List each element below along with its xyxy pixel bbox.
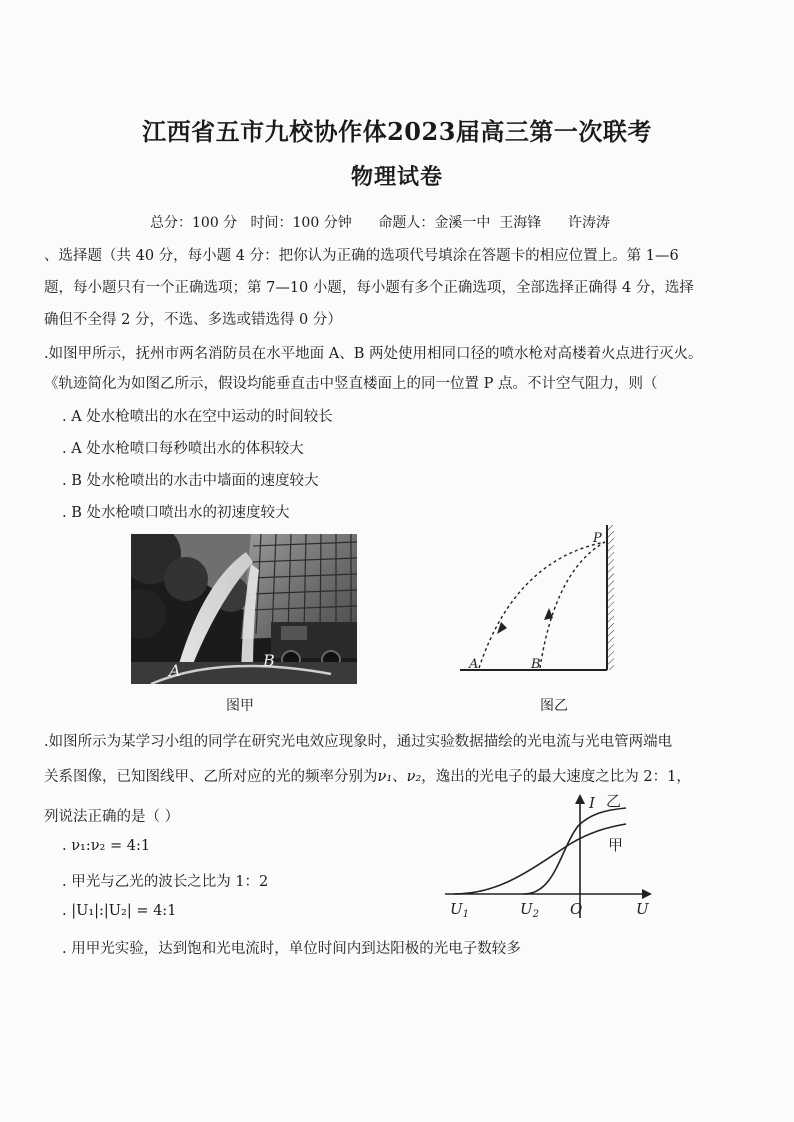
trajectory-b xyxy=(540,542,605,668)
q2-option-d: . 用甲光实验，达到饱和光电流时，单位时间内到达阳极的光电子数较多 xyxy=(62,941,521,957)
label-u1: $U_1$ xyxy=(450,900,470,920)
q1-option-b: . A 处水枪喷口每秒喷出水的体积较大 xyxy=(62,441,304,457)
exam-info: 总分：100 分 时间：100 分钟 命题人：金溪一中 王海锋 许涛涛 xyxy=(150,215,610,231)
arrow-b xyxy=(544,608,553,620)
q1-option-d: . B 处水枪喷口喷出水的初速度较大 xyxy=(62,505,290,521)
figure-b-caption: 图乙 xyxy=(540,698,568,714)
q1-stem-line-2: 《轨迹简化为如图乙所示，假设均能垂直击中竖直楼面上的同一位置 P 点。不计空气阻力，则（ xyxy=(44,376,658,392)
fire-hose-photo xyxy=(131,534,357,684)
q2-nu1: ν₁ xyxy=(377,769,393,785)
q2-option-c: . |U₁|:|U₂| = 4:1 xyxy=(62,903,177,919)
q2-stem-line-2-a: 关系图像，已知图线甲、乙所对应的光的频率分别为 xyxy=(44,769,378,785)
paper-subject: 物理试卷 xyxy=(350,164,443,190)
paper-title: 江西省五市九校协作体2023届高三第一次联考 xyxy=(142,117,652,146)
q2-stem-line-2-b: ，逸出的光电子的最大速度之比为 2：1， xyxy=(421,769,691,785)
label-u2: $U_2$ xyxy=(520,900,540,920)
section1-line-3: 确但不全得 2 分，不选、多选或错选得 0 分） xyxy=(44,312,342,328)
trajectory-diagram xyxy=(455,520,625,684)
section1-line-2: 题，每小题只有一个正确选项；第 7—10 小题，每小题有多个正确选项，全部选择正确得 4 分，选择 xyxy=(44,280,694,296)
q2-stem-line-3: 列说法正确的是（ ） xyxy=(44,809,180,825)
q2-stem-line-1: .如图所示为某学习小组的同学在研究光电效应现象时，通过实验数据描绘的光电流与光电管两端电 xyxy=(44,734,673,750)
q1-option-a: . A 处水枪喷出的水在空中运动的时间较长 xyxy=(62,409,333,425)
figure-a-caption: 图甲 xyxy=(226,698,254,714)
q1-option-c: . B 处水枪喷出的水击中墙面的速度较大 xyxy=(62,473,319,489)
q2-sep: 、 xyxy=(392,769,407,785)
trajectory-a xyxy=(479,542,605,668)
q2-stem-line-2 xyxy=(44,765,691,786)
q2-nu2: ν₂ xyxy=(406,769,422,785)
q1-stem-line-1: .如图甲所示，抚州市两名消防员在水平地面 A、B 两处使用相同口径的喷水枪对高楼着火点进行灭火。 xyxy=(44,346,703,362)
origin-label: O xyxy=(570,900,583,918)
q2-option-b: . 甲光与乙光的波长之比为 1：2 xyxy=(62,874,269,890)
axis-label-i: I xyxy=(589,794,595,812)
photo-label-b: B xyxy=(263,651,275,670)
curve-jia xyxy=(454,824,626,894)
photo-label-a: A xyxy=(169,661,181,680)
photocurrent-graph xyxy=(440,790,660,924)
diagram-label-b: B xyxy=(531,657,541,672)
diagram-label-a: A xyxy=(469,657,479,672)
x-axis-arrow xyxy=(642,889,652,899)
section1-line-1: 、选择题（共 40 分，每小题 4 分：把你认为正确的选项代号填涂在答题卡的相应位置上。第 1—6 xyxy=(44,248,679,264)
q2-option-a: . ν₁:ν₂ = 4:1 xyxy=(62,838,151,854)
y-axis-arrow xyxy=(575,794,585,804)
label-curve-jia: 甲 xyxy=(608,836,624,854)
axis-label-u: U xyxy=(636,900,649,918)
label-curve-yi: 乙 xyxy=(606,792,622,810)
diagram-label-p: P xyxy=(593,531,602,546)
